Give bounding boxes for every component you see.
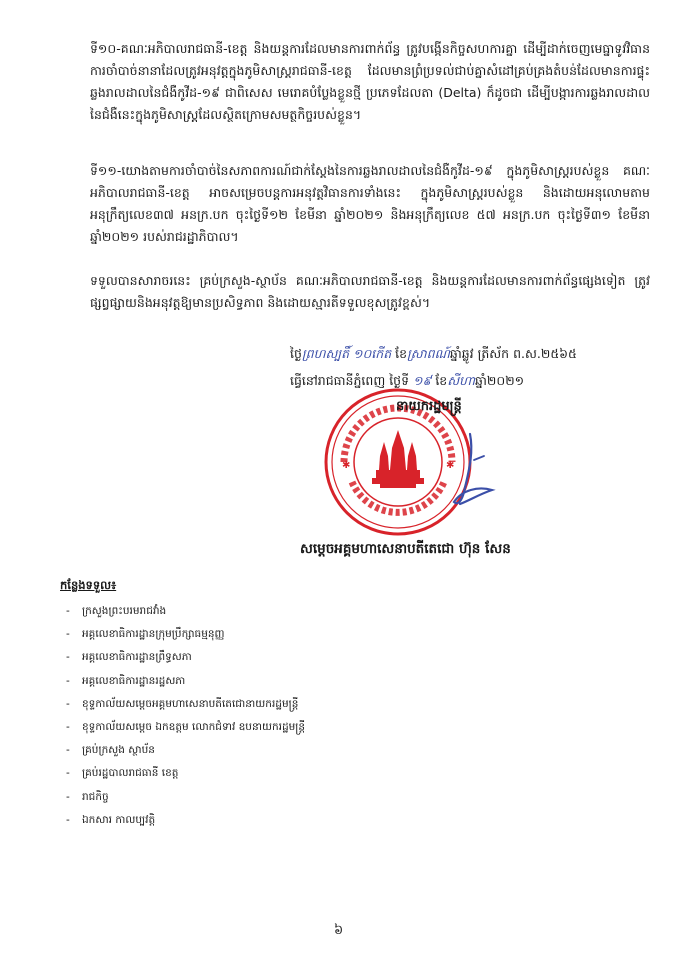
handwritten-lunar-month: ស្រាពណ៍ xyxy=(407,346,450,361)
paragraph-closing: ទទួលបានសារាចរនេះ គ្រប់ក្រសួង-ស្ថាប័ន គណៈអភិបាលរាជធានី-ខេត្ត និងយន្តការដែលមានការពាក់ព័ន្ធផ្សេងទៀត ត្រូវផ្សព្វផ្សាយនិងអនុវត្តឱ្យមានប្រសិទ្ធភាព និងដោយស្មារតីទទួលខុសត្រូវខ្ពស់។ xyxy=(90,273,650,310)
list-item: - អគ្គលេខាធិការដ្ឋានព្រឹទ្ធសភា xyxy=(66,651,192,664)
svg-text:✱: ✱ xyxy=(342,460,351,471)
lunar-year: ឆ្នាំឆ្លូវ ត្រីស័ក ព.ស.២៥៦៥ xyxy=(449,346,577,361)
recipients-list xyxy=(60,600,305,832)
angkor-temple-icon xyxy=(372,430,424,488)
list-item: - ខុទ្ទកាល័យសម្តេច ឯកឧត្តម លោកជំទាវ ឧបនាយករដ្ឋមន្ត្រី xyxy=(66,721,306,734)
signer-name: សម្តេចអគ្គមហាសេនាបតីតេជោ ហ៊ុន សែន xyxy=(300,541,511,557)
office-title: នាយករដ្ឋមន្ត្រី xyxy=(396,399,462,414)
svg-text:✱: ✱ xyxy=(446,460,455,471)
list-item: - ឯកសារ កាលប្បវត្តិ xyxy=(66,813,156,826)
handwritten-signature xyxy=(440,430,500,510)
handwritten-solar-month: សីហា xyxy=(447,373,475,388)
list-item: - ក្រសួងព្រះបរមរាជវាំង xyxy=(66,605,167,617)
recipients-heading: កន្លែងទទួល៖ xyxy=(60,578,117,592)
list-item: - អគ្គលេខាធិការដ្ឋានក្រុមប្រឹក្សាធម្មនុញ្ញ xyxy=(66,628,225,641)
list-item: - ខុទ្ទកាល័យសម្តេចអគ្គមហាសេនាបតីតេជោនាយករដ្ឋមន្ត្រី xyxy=(66,697,299,710)
solar-month-prefix: ខែ xyxy=(435,373,448,388)
place-date-prefix: ធ្វើនៅរាជធានីភ្នំពេញ ថ្ងៃទី xyxy=(290,373,410,388)
list-item: - រាជកិច្ច xyxy=(66,790,109,803)
paragraph-article-10: ទី១០-គណៈអភិបាលរាជធានី-ខេត្ត និងយន្តការដែលមានការពាក់ព័ន្ធ ត្រូវបង្កើនកិច្ចសហការគ្នា ដើម្បីដាក់ចេញមេធ្នាទូវវិធានការចាំបាច់នានាដែលត្រូវអនុវត្តក្នុងភូមិសាស្ត្ររាជធានី-ខេត្ត ដែលមានព្រំប្រទល់ជាប់គ្នាសំដៅគ្រប់គ្រងតំបន់ដែលមានការផ្ទុះឆ្លងរាលដាលនៃជំងឺកូវីដ-១៩ ជាពិសេស មេរោគបំប្លែងខ្លួនថ្មី ប្រភេទដែលតា (Delta) ក៏ដូចជា ដើម្បីបង្ការការឆ្លងរាលដាលនៃជំងឺនេះក្នុងភូមិសាស្ត្រដែលស្ថិតក្រោមសមត្ថកិច្ចរបស់ខ្លួន។ xyxy=(90,41,650,122)
list-item: - អគ្គលេខាធិការដ្ឋានរដ្ឋសភា xyxy=(66,674,186,687)
paragraph-article-11: ទី១១-យោងតាមការចាំបាច់នៃសភាពការណ៍ជាក់ស្តែងនៃការឆ្លងរាលដាលនៃជំងឺកូវីដ-១៩ ក្នុងភូមិសាស្ត្ររបស់ខ្លួន គណៈអភិបាលរាជធានី-ខេត្ត អាចសម្រេចបន្តការអនុវត្តវិធានការទាំងនេះ ក្នុងភូមិសាស្ត្ររបស់ខ្លួន និងដោយអនុលោមតាមអនុក្រឹត្យលេខ៣៧ អនក្រ.បក ចុះថ្ងៃទី១២ ខែមីនា ឆ្នាំ២០២១ និងអនុក្រឹត្យលេខ ៥៧ អនក្រ.បក ចុះថ្ងៃទី៣១ ខែមីនា ឆ្នាំ២០២១ របស់រាជរដ្ឋាភិបាល។ xyxy=(90,163,650,244)
handwritten-lunar-day: ព្រហស្បតិ៍ ១០កើត xyxy=(301,346,392,361)
list-item: - គ្រប់រដ្ឋបាលរាជធានី ខេត្ត xyxy=(66,767,179,780)
solar-year: ឆ្នាំ២០២១ xyxy=(475,373,525,388)
lunar-month-prefix: ខែ xyxy=(395,346,408,361)
lunar-date-line xyxy=(290,344,577,364)
list-item: - គ្រប់ក្រសួង ស្ថាប័ន xyxy=(66,744,155,757)
page-number: ៦ xyxy=(334,923,344,938)
lunar-date-prefix: ថ្ងៃ xyxy=(290,346,302,361)
handwritten-solar-day: ១៩ xyxy=(413,373,432,388)
